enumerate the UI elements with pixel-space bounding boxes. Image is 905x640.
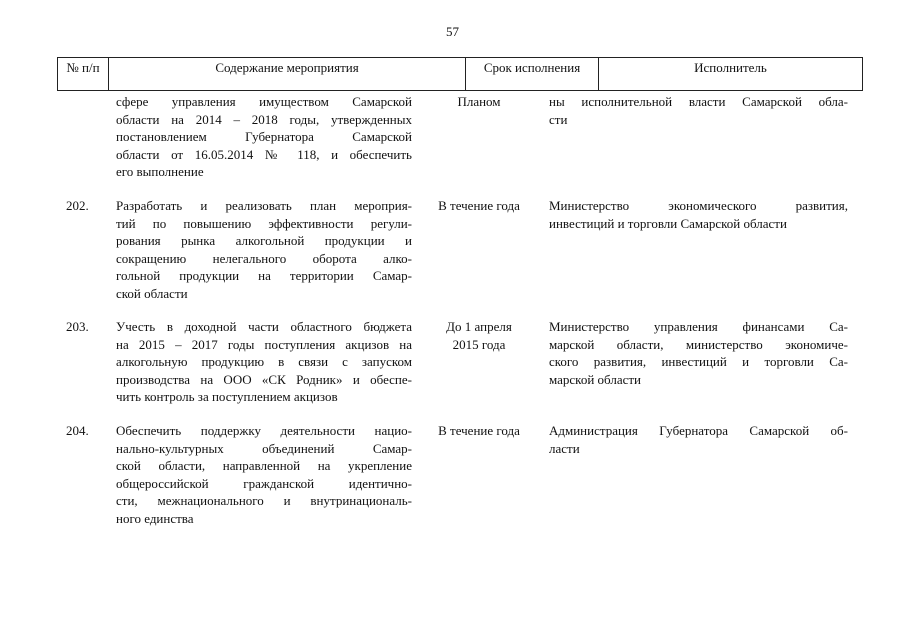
header-term: Срок исполнения xyxy=(465,58,598,90)
page-number: 57 xyxy=(446,24,459,39)
header-content: Содержание мероприятия xyxy=(108,58,465,90)
row-number: 202. xyxy=(66,198,89,213)
row-executor: Администрация Губернатора Самарской об- ласти xyxy=(549,423,848,456)
row-executor: Министерство экономического развития, инвестиций и торговли Самарской области xyxy=(549,198,848,231)
row-content: Учесть в доходной части областного бюджета на 2015 – 2017 годы поступления акцизов на алкогольную продукцию в связи с запуском производства на ООО «СК Родник» и обеспе- чить контроль за поступлением акцизов xyxy=(116,319,412,404)
row-term: До 1 апреля 2015 года xyxy=(446,319,512,352)
row-content: сфере управления имуществом Самарской области на 2014 – 2018 годы, утвержденных постановлением Губернатора Самарской области от 16.05.2014 № 118, и обеспечить его выполнение xyxy=(116,94,412,179)
row-content: Разработать и реализовать план мероприя- тий по повышению эффективности регули- рования рынка алкогольной продукции и сокращению нелегального оборота алко- гольной продукции на территории Самар- ской области xyxy=(116,198,412,301)
header-executor: Исполнитель xyxy=(598,58,862,90)
row-term: Планом xyxy=(457,94,501,109)
row-number: 204. xyxy=(66,423,89,438)
row-term: В течение года xyxy=(438,198,520,213)
row-term: В течение года xyxy=(438,423,520,438)
header-number: № п/п xyxy=(66,60,100,75)
table-header xyxy=(57,57,863,91)
row-executor: ны исполнительной власти Самарской обла- сти xyxy=(549,94,848,127)
row-content: Обеспечить поддержку деятельности нацио- нально-культурных объединений Самар- ской области, направленной на укрепление общероссийской гражданской идентично- сти, межнационального и внутринациональ- ного единства xyxy=(116,423,412,526)
row-number: 203. xyxy=(66,319,89,334)
row-executor: Министерство управления финансами Са- марской области, министерство экономиче- ского развития, инвестиций и торговли Са- марской области xyxy=(549,319,848,387)
